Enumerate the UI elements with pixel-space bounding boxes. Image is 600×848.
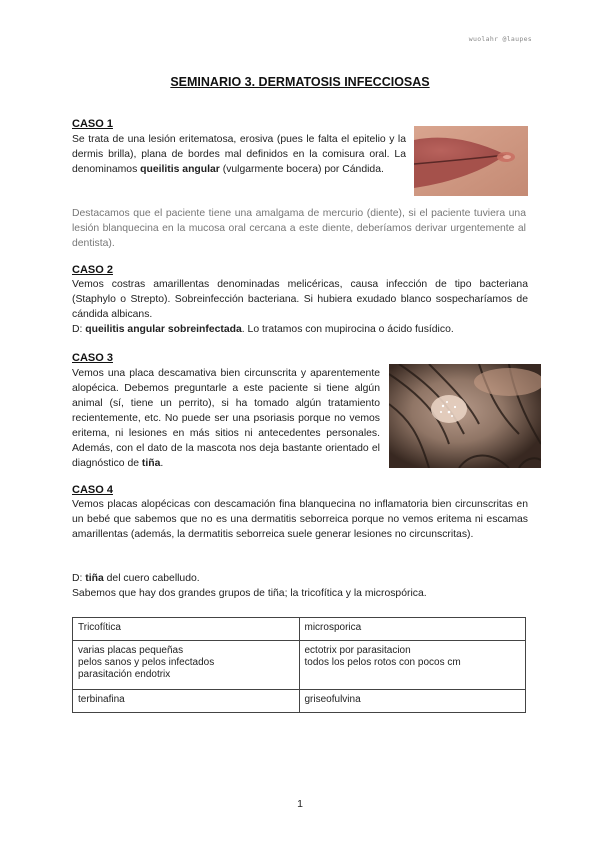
table-header-cell: microsporica [299,618,526,641]
watermark: wuolahr @laupes [468,35,532,43]
caso2-diagnosis: D: queilitis angular sobreinfectada. Lo tratamos con mupirocina o ácido fusídico. [72,324,454,335]
page-number: 1 [297,798,303,810]
caso4-paragraph: Vemos placas alopécicas con descamación fina blanquecina no inflamatoria bien circunscritas en un bebé que sabemos que no es una dermatitis seborreica porque no vemos eritema ni escamas amarillentas (además, la dermatitis seborreica suele generar lesiones no circunscritas). [72,499,528,540]
table-row [73,641,526,690]
scalp-lesion-photo [389,364,541,468]
lip-lesion-photo [414,126,528,196]
table-header-cell: Tricofítica [73,618,300,641]
cell-line: ectotrix por parasitacion [304,645,411,656]
tinea-comparison-table [72,617,526,713]
caso2-heading: CASO 2 [72,264,113,276]
table-header-row [73,618,526,641]
caso2-paragraph: Vemos costras amarillentas denominadas melicéricas, causa infección de tipo bacteriana (Staphylo o Strepto). Sobreinfección bacteriana. Si hubiera exudado blanco sospecharíamos de cándida albicans. [72,279,528,320]
caso4-heading: CASO 4 [72,484,113,496]
caso1-paragraph: Se trata de una lesión eritematosa, erosiva (pues le falta el epitelio y la dermis brilla), plana de bordes mal definidos en la comisura oral. La denominamos queilitis angular (vulgarmente bocera) por Cándida. [72,134,406,175]
page-title: SEMINARIO 3. DERMATOSIS INFECCIOSAS [170,75,430,89]
caso3-paragraph: Vemos una placa descamativa bien circunscrita y aparentemente alopécica. Debemos preguntarle a este paciente si tiene algún animal (sí, tiene un perrito), si ha tomado algún tratamiento recientemente, etc. No puede ser una psoriasis porque no vemos eritema, ni lesiones en más sitios ni antecedentes personales. Además, con el dato de la mascota nos deja bastante orientado el diagnóstico de tiña. [72,368,380,469]
cell-line: pelos sanos y pelos infectados [78,657,215,668]
caso3-heading: CASO 3 [72,352,113,364]
cell-line: varias placas pequeñas [78,645,184,656]
cell-line: todos los pelos rotos con pocos cm [304,657,461,668]
table-row [73,690,526,713]
table-cell: griseofulvina [299,690,526,713]
caso4-note: Sabemos que hay dos grandes grupos de tiña; la tricofítica y la microspórica. [72,588,427,599]
caso1-heading: CASO 1 [72,118,113,130]
table-cell [73,641,300,690]
table-cell [299,641,526,690]
caso1-note: Destacamos que el paciente tiene una amalgama de mercurio (diente), si el paciente tuviera una lesión blanquecina en la mucosa oral cercana a este diente, deberíamos derivar urgentemente al dentista). [72,208,526,249]
caso4-diagnosis: D: tiña del cuero cabelludo. [72,573,200,584]
cell-line: parasitación endotrix [78,669,171,680]
table-cell: terbinafina [73,690,300,713]
